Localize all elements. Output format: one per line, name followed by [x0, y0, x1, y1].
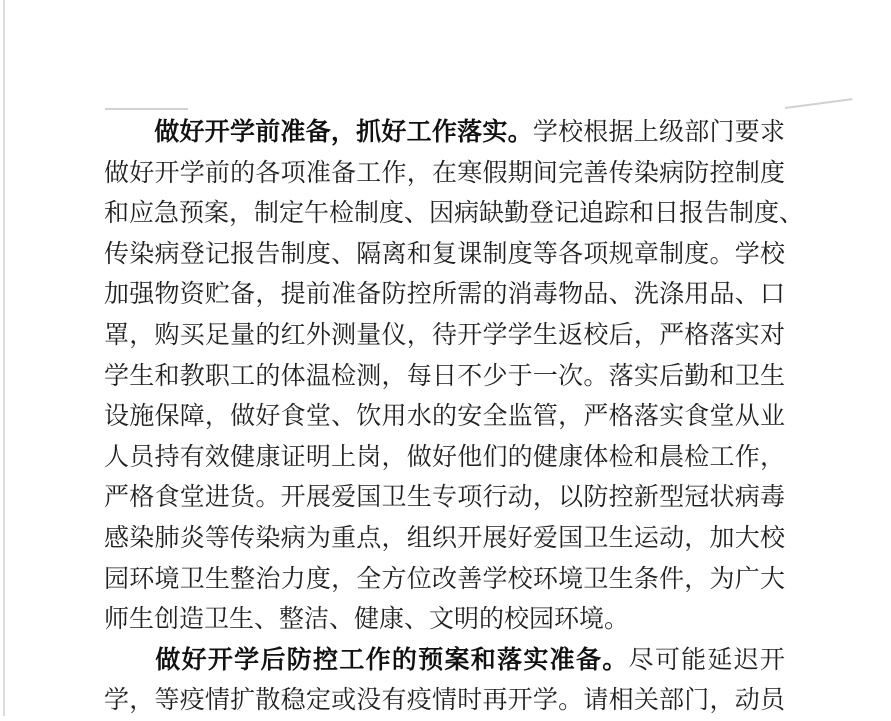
text-run: 师生创造卫生、整洁、健康、文明的校园环境。	[104, 604, 630, 634]
text-run: 做好开学前的各项准备工作，在寒假期间完善传染病防控制度	[104, 157, 785, 187]
text-line	[104, 680, 785, 721]
first-line-indent	[104, 667, 154, 668]
text-run: 人员持有效健康证明上岗，做好他们的健康体检和晨检工作，	[104, 441, 785, 471]
text-line	[104, 193, 805, 234]
text-line	[104, 437, 785, 478]
paragraph	[104, 112, 805, 640]
text-run: 尽可能延迟开	[628, 644, 785, 674]
text-line	[104, 112, 785, 153]
text-run: 罩，购买足量的红外测量仪，待开学学生返校后，严格落实对	[104, 319, 785, 349]
text-run: 传染病登记报告制度、隔离和复课制度等各项规章制度。学校	[104, 238, 785, 268]
text-line	[104, 356, 785, 397]
text-run: 学校根据上级部门要求	[532, 117, 785, 146]
document-text	[104, 112, 805, 721]
text-run: 设施保障，做好食堂、饮用水的安全监管，严格落实食堂从业	[104, 401, 785, 431]
paragraph	[104, 640, 785, 721]
page-edge-line	[3, 0, 5, 716]
text-run: 和应急预案，制定午检制度、因病缺勤登记追踪和日报告制度、	[104, 198, 805, 228]
text-run: 严格食堂进货。开展爱国卫生专项行动，以防控新型冠状病毒	[104, 482, 785, 512]
text-run: 学生和教职工的体温检测，每日不少于一次。落实后勤和卫生	[104, 360, 785, 390]
text-line	[104, 234, 785, 275]
text-run: 加强物资贮备，提前准备防控所需的消毒物品、洗涤用品、口	[104, 279, 785, 309]
bold-text-run: 做好开学前准备，抓好工作落实。	[154, 117, 533, 146]
text-line	[104, 396, 785, 437]
first-line-indent	[104, 139, 154, 140]
text-run: 感染肺炎等传染病为重点，组织开展好爱国卫生运动，加大校	[104, 522, 785, 552]
text-run: 学，等疫情扩散稳定或没有疫情时再开学。请相关部门，动员	[104, 685, 785, 715]
text-line	[104, 153, 785, 194]
scan-artifact-streak	[785, 98, 853, 109]
bold-text-run: 做好开学后防控工作的预案和落实准备。	[154, 644, 629, 674]
text-line	[104, 559, 785, 600]
text-line	[104, 640, 785, 681]
text-run: 园环境卫生整治力度，全方位改善学校环境卫生条件，为广大	[104, 563, 785, 593]
scan-artifact-streak	[105, 108, 188, 110]
text-line	[104, 315, 785, 356]
text-line	[104, 518, 785, 559]
text-line	[104, 599, 785, 640]
text-line	[104, 477, 785, 518]
text-line	[104, 274, 785, 315]
